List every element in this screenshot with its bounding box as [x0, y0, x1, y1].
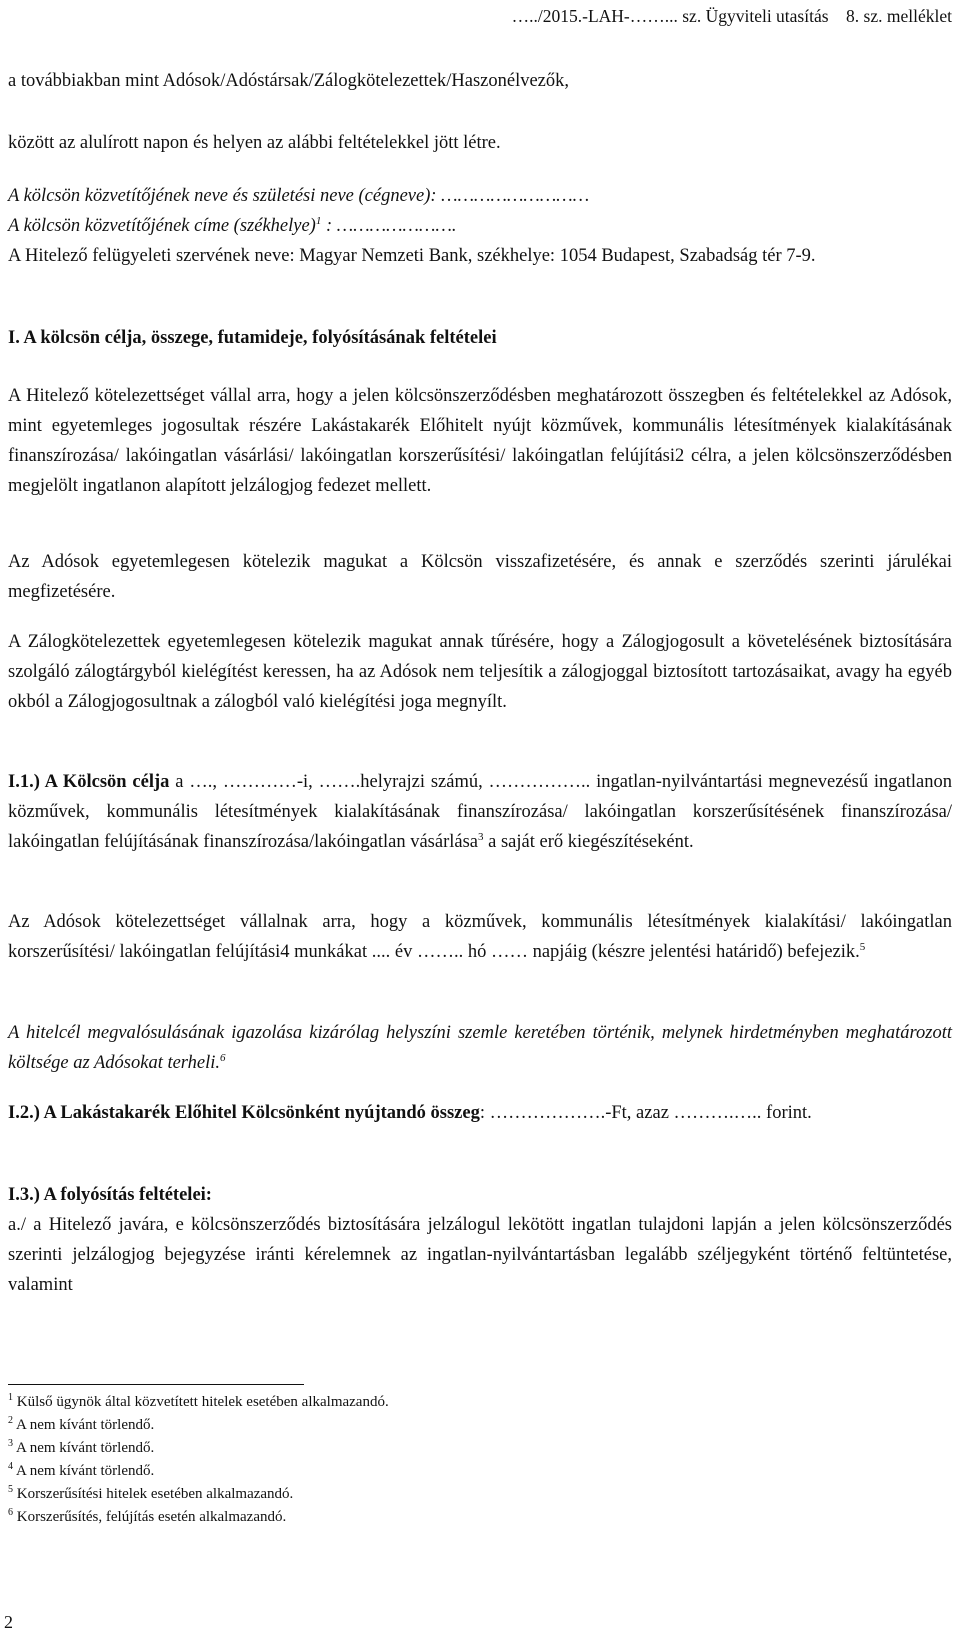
section-1-1-para: [8, 767, 952, 857]
footnote-num: 3: [8, 1438, 13, 1449]
intermediary-address-dots: : ………………….: [321, 216, 457, 236]
intro-line-2: között az alulírott napon és helyen az alábbi feltételekkel jött létre.: [8, 133, 501, 153]
section-1-2-label: I.2.) A Lakástakarék Előhitel Kölcsönként nyújtandó összeg: [8, 1103, 480, 1123]
deadline-text: Az Adósok kötelezettséget vállalnak arra, hogy a közművek, kommunális létesítmények kialakítási/ lakóingatlan korszerűsítési/ lakóingatlan felújítási4 munkákat .... év …….. hó …… napjáig (készre jelentési határidő) befejezik.: [8, 912, 952, 962]
footnote-text: A nem kívánt törlendő.: [15, 1440, 155, 1456]
verification-text: A hitelcél megvalósulásának igazolása kizárólag helyszíni szemle keretében történik, melynek hirdetményben meghatározott költsége az Adósokat terheli.: [8, 1023, 952, 1073]
footnote-text: Korszerűsítési hitelek esetében alkalmazandó.: [16, 1486, 294, 1502]
section-1-para-3: A Zálogkötelezettek egyetemlegesen kötelezik magukat annak tűrésére, hogy a Zálogjogosult a követelésének biztosítására szolgáló zálogtárgyból kielégítést keressen, ha az Adósok nem teljesítik a zálogjoggal biztosított tartozásaikat, avagy ha egyéb okból a Zálogjogosultnak a zálogból való kielégítési joga megnyílt.: [8, 632, 952, 712]
footnote-divider: [8, 1384, 304, 1385]
section-1-2-para: [8, 1098, 952, 1128]
section-1-1-tail: a saját erő kiegészítéseként.: [483, 832, 694, 852]
section-1-para-1: A Hitelező kötelezettséget vállal arra, hogy a jelen kölcsönszerződésben meghatározott összegben és feltételekkel az Adósok, mint egyetemleges jogosultak részére Lakástakarék Előhitelt nyújt közművek, kommunális létesítmények kialakításának finanszírozása/ lakóingatlan vásárlási/ lakóingatlan korszerűsítési/ lakóingatlan felújítási2 célra, a jelen kölcsönszerződésben megjelölt ingatlanon alapított jelzálogjog fedezet mellett.: [8, 386, 952, 496]
intermediary-address: [8, 211, 952, 241]
footnote-5: [8, 1484, 293, 1504]
footnote-ref-5: 5: [859, 940, 866, 953]
intermediary-name: A kölcsön közvetítőjének neve és születési neve (cégneve): ………………………: [8, 186, 590, 206]
footnote-text: Korszerűsítés, felújítás esetén alkalmazandó.: [16, 1509, 287, 1525]
page-header: …../2015.-LAH-……... sz. Ügyviteli utasítás 8. sz. melléklet: [511, 6, 952, 26]
footnote-ref-1: 1: [315, 214, 322, 227]
footnote-ref-6: 6: [220, 1051, 226, 1064]
footnote-num: 6: [8, 1507, 13, 1518]
section-1-3-heading: I.3.) A folyósítás feltételei:: [8, 1185, 212, 1205]
footnote-2: [8, 1415, 154, 1435]
footnote-1: [8, 1392, 389, 1412]
footnote-num: 5: [8, 1484, 13, 1495]
footnote-text: Külső ügynök által közvetített hitelek esetében alkalmazandó.: [16, 1394, 389, 1410]
supervisor-text: A Hitelező felügyeleti szervének neve: Magyar Nemzeti Bank, székhelye: 1054 Budapest, Szabadság tér 7-9.: [8, 246, 816, 266]
footnote-num: 1: [8, 1392, 13, 1403]
footnote-num: 4: [8, 1461, 13, 1472]
verification-note: [8, 1018, 952, 1078]
footnote-text: A nem kívánt törlendő.: [15, 1417, 155, 1433]
section-1-para-2: Az Adósok egyetemlegesen kötelezik magukat a Kölcsön visszafizetésére, és annak e szerződés szerinti járulékai megfizetésére.: [8, 552, 952, 602]
intro-line-1: a továbbiakban mint Adósok/Adóstársak/Zálogkötelezettek/Haszonélvezők,: [8, 71, 570, 91]
footnote-text: A nem kívánt törlendő.: [15, 1463, 155, 1479]
section-1-heading: I. A kölcsön célja, összege, futamideje, folyósításának feltételei: [8, 328, 497, 348]
footnote-4: [8, 1461, 154, 1481]
intermediary-address-label: A kölcsön közvetítőjének címe (székhelye): [8, 216, 316, 236]
page-number: 2: [4, 1612, 13, 1632]
section-1-2-amount: : ……………….-Ft, azaz ……….….. forint.: [479, 1103, 812, 1123]
section-1-3-text: a./ a Hitelező javára, e kölcsönszerződés biztosítására jelzálogul lekötött ingatlan tulajdoni lapján a jelen kölcsönszerződés szerinti jelzálogjog bejegyzése iránti kérelemnek az ingatlan-nyilvántartásban legalább széljegyként történő feltüntetése, valamint: [8, 1215, 952, 1295]
footnote-6: [8, 1507, 286, 1527]
footnote-3: [8, 1438, 154, 1458]
section-1-1-label: I.1.) A Kölcsön célja: [8, 772, 170, 792]
footnote-ref-3: 3: [478, 830, 484, 843]
footnote-num: 2: [8, 1415, 13, 1426]
section-1-1-para-2: [8, 907, 952, 967]
section-1-1-text: a …., …………-i, …….helyrajzi számú, …………….. ingatlan-nyilvántartási megnevezésű ingatlanon közművek, kommunális létesítmények kialakításának finanszírozása/ lakóingatlan korszerűsítésének finanszírozása/ lakóingatlan felújításának finanszírozása/lakóingatlan vásárlása: [8, 772, 952, 852]
